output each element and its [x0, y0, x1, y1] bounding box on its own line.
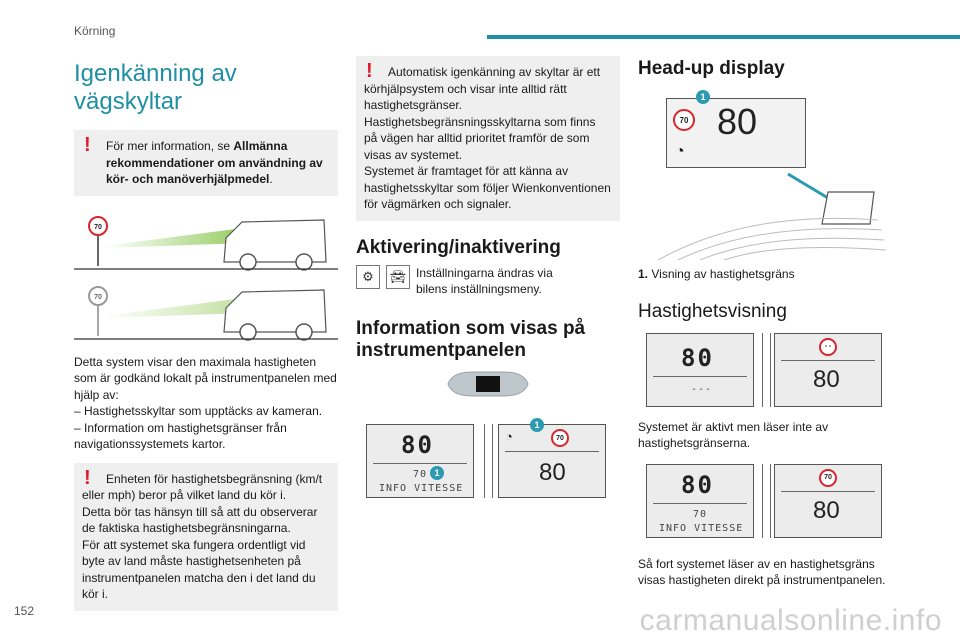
hud-heading: Head-up display [638, 58, 785, 79]
settings-sliders-icon: ⚙ [356, 265, 380, 289]
speed-row-inactive [638, 333, 888, 411]
activation-heading: Aktivering/inaktivering [356, 236, 561, 258]
column-1 [74, 50, 338, 611]
section-header: Körning [74, 24, 116, 38]
active-description: Så fort systemet läser av en hastighetsgräns visas hastigheten direkt på instrumentpanelen. [638, 556, 886, 587]
hud-legend: 1. Visning av hastighetsgräns [638, 267, 795, 281]
activation-row [356, 265, 620, 298]
callout-1-right: 1 [530, 418, 544, 432]
panel-info-text: INFO VITESSE [379, 483, 464, 494]
cluster-panel-active-right: 70 80 [774, 464, 882, 538]
page-number: 152 [14, 604, 35, 618]
cluster-panel-inactive: 80 --- [646, 333, 754, 407]
hud-panel [666, 98, 806, 168]
cluster-panel-inactive-right: - - 80 [774, 333, 882, 407]
column-2 [356, 50, 620, 494]
hud-speed: 80 [717, 101, 758, 142]
speed-row-active [638, 464, 888, 542]
activation-text: Inställningarna ändras via bilens inställningsmeny. [416, 265, 553, 296]
active-limit-sign: 70 [819, 469, 837, 487]
car-map-illustration [74, 278, 338, 342]
warning-icon: ! [84, 466, 91, 489]
panel-speed-right: 80 [539, 459, 566, 486]
description-text: Detta system visar den maximala hastigheten som är godkänd lokalt på instrumentpanelen med hjälp av: – Hastighetsskyltar som upptäcks av kameran. – Information om hastighetsgränser från navigationssystemets kartor. [74, 354, 337, 451]
car-icon: 🚘︎ [386, 265, 410, 289]
svg-text:70: 70 [94, 223, 102, 231]
cluster-panel-active: 80 70 INFO VITESSE [646, 464, 754, 538]
column-3 [638, 50, 888, 589]
svg-text:70: 70 [94, 293, 102, 301]
instrument-cluster-icon [442, 368, 534, 400]
speedometer-icon: ◔ [505, 429, 513, 444]
callout-1: 1 [430, 466, 444, 480]
unit-warning-note: ! Enheten för hastighetsbegränsning (km/t eller mph) beror på vilket land du kör i. Detta bör tas hänsyn till så att du observerar de faktiska hastighetsbegränsningarna. För att systemet ska fungera ordentligt vid byte av land måste hastighetsenheten på instrumentpanelen matcha den i det land du kör i. [74, 463, 338, 611]
info-note: ! För mer information, se Allmänna rekommendationer om användning av kör- och manöverhjälpmedel. [74, 130, 338, 196]
page-title: Igenkänning av vägskyltar [74, 60, 237, 115]
windshield-illustration [638, 170, 888, 260]
panel-speed: 80 [401, 431, 434, 459]
watermark: carmanualsonline.info [639, 604, 942, 637]
note-link-text: Allmänna rekommendationer om användning av kör- och manöverhjälpmedel [106, 139, 323, 186]
warning-icon: ! [84, 134, 91, 156]
panel-limit: 70 [413, 469, 428, 480]
cluster-panel-left [366, 424, 474, 498]
unknown-limit-sign: - - [819, 338, 837, 356]
car-sign-illustration-active [74, 208, 338, 272]
cluster-panel-right [498, 424, 606, 498]
inactive-description: Systemet är aktivt men läser inte av hastighetsgränserna. [638, 419, 829, 450]
speedometer-icon: ◔ [675, 143, 685, 160]
hud-limit-sign: 70 [673, 109, 695, 131]
hud-illustration [638, 90, 888, 260]
limit-sign: 70 [551, 429, 569, 447]
speed-display-heading: Hastighetsvisning [638, 300, 787, 322]
header-accent-bar [487, 35, 960, 39]
system-warning-note: ! Automatisk igenkänning av skyltar är ett körhjälpsystem och visar inte alltid rätt hastighetsgränser. Hastighetsbegränsningsskyltarna som finns på vägen har alltid prioritet framför de som visas av systemet. Systemet är framtaget för att känna av hastighetsskyltar som följer Wienkonventionen för vägmärken och signaler. [356, 56, 620, 221]
info-heading: Information som visas på instrumentpanelen [356, 317, 586, 361]
car-sign-illustration-map [74, 278, 338, 342]
warning-icon: ! [366, 60, 373, 82]
hud-callout-1: 1 [696, 90, 710, 104]
car-camera-illustration [74, 208, 338, 272]
